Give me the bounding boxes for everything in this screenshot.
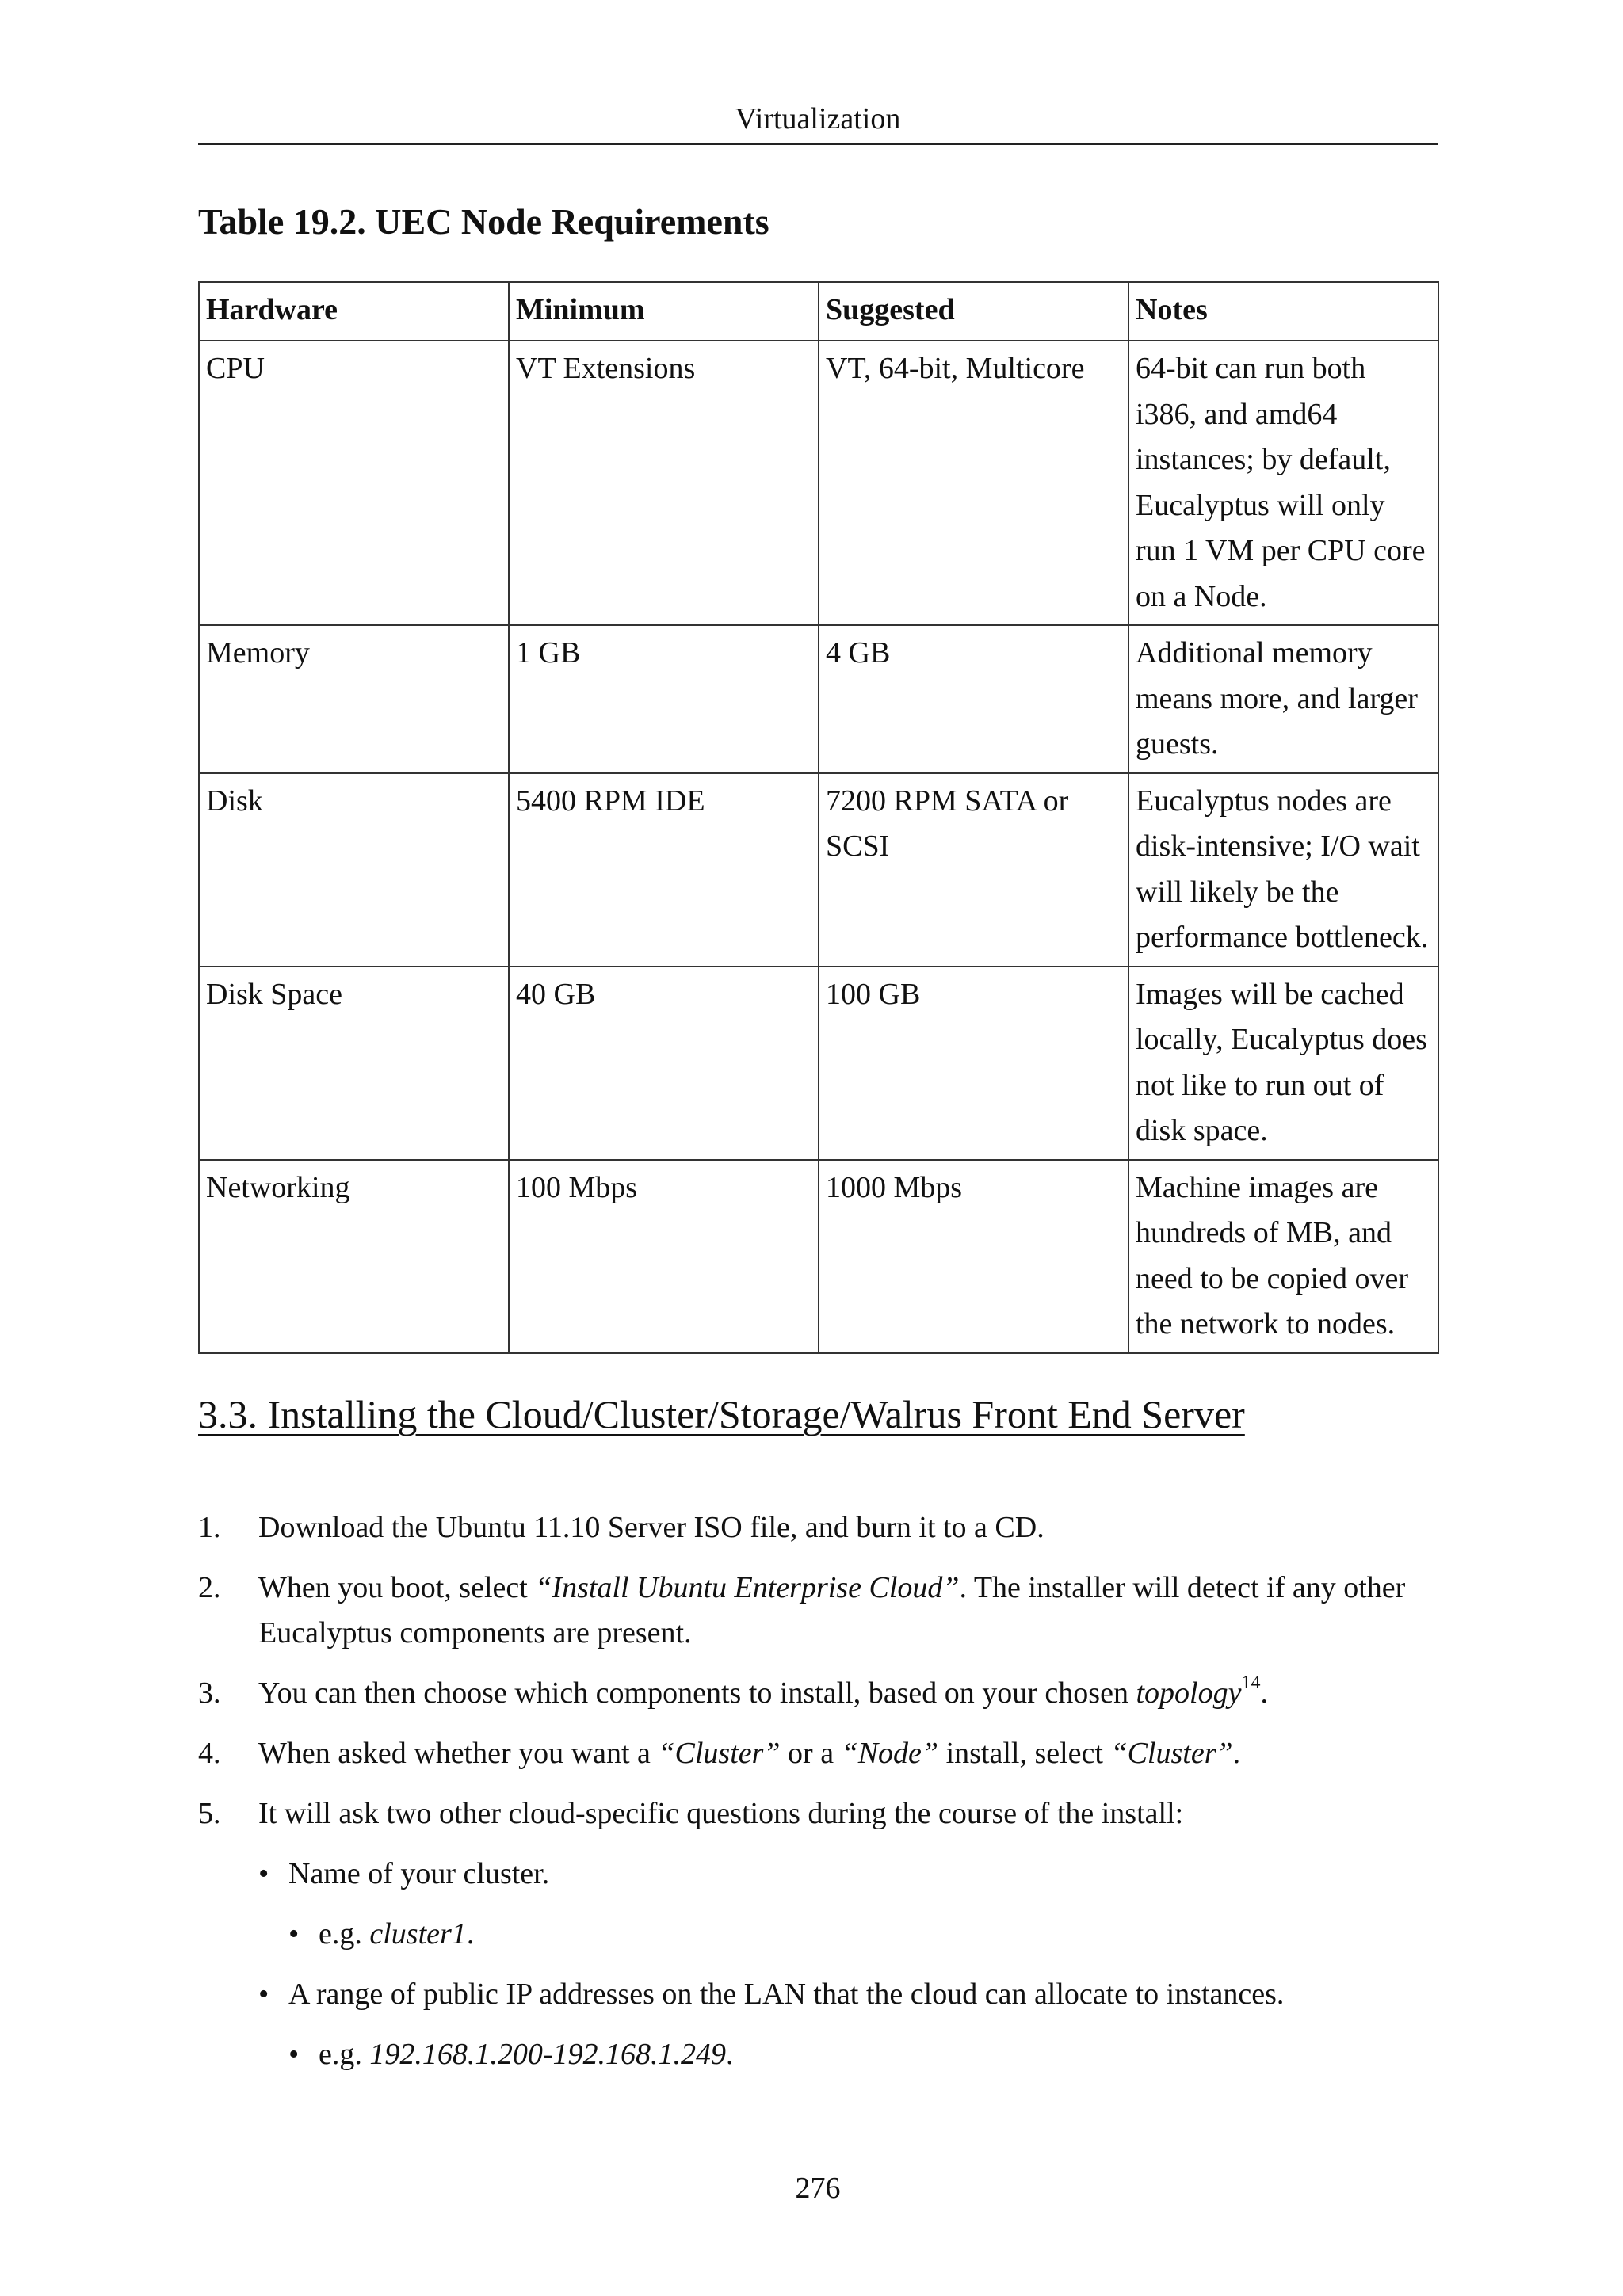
- bullet-item: [198, 1972, 1438, 2017]
- header-divider: [198, 143, 1438, 145]
- list-item: [198, 1505, 1438, 1550]
- list-item: [198, 1566, 1438, 1656]
- list-item: [198, 1731, 1438, 1776]
- bullet-item: [198, 1852, 1438, 1897]
- table-row: [199, 341, 1438, 625]
- step-text: [258, 1737, 1240, 1770]
- step-text-part: . The installer will detect if any other Eucalyptus components are present.: [258, 1571, 1406, 1650]
- example-prefix: e.g.: [319, 2038, 370, 2071]
- requirements-table: [198, 281, 1439, 1354]
- example-value: 192.168.1.200-192.168.1.249: [369, 2038, 727, 2071]
- column-header-notes: Notes: [1128, 282, 1438, 341]
- cell-minimum: 40 GB: [509, 967, 819, 1160]
- option-node: “Node”: [841, 1737, 939, 1770]
- cell-minimum: 100 Mbps: [509, 1160, 819, 1353]
- menu-option-name: “Install Ubuntu Enterprise Cloud”: [535, 1571, 960, 1604]
- document-page: [198, 0, 1438, 2296]
- step-text: [258, 1672, 1268, 1710]
- step-text-part: .: [1260, 1676, 1268, 1710]
- bullet-text: A range of public IP addresses on the LAN that the cloud can allocate to instances.: [288, 1978, 1285, 2011]
- table-row: [199, 625, 1438, 773]
- cell-hardware: Disk: [199, 773, 509, 967]
- example-value: cluster1: [369, 1917, 467, 1951]
- cell-suggested: 1000 Mbps: [819, 1160, 1128, 1353]
- cell-notes: Eucalyptus nodes are disk-intensive; I/O wait will likely be the performance bottleneck.: [1128, 773, 1438, 967]
- section-heading-link[interactable]: 3.3. Installing the Cloud/Cluster/Storage/Walrus Front End Server: [198, 1392, 1245, 1436]
- cell-suggested: 4 GB: [819, 625, 1128, 773]
- cell-notes: Additional memory means more, and larger guests.: [1128, 625, 1438, 773]
- step-text-part: .: [1232, 1737, 1241, 1770]
- cell-hardware: Networking: [199, 1160, 509, 1353]
- footnote-reference[interactable]: 14: [1241, 1672, 1261, 1694]
- bullet-marker: •: [288, 2038, 300, 2071]
- step-text-part: When asked whether you want a: [258, 1737, 659, 1770]
- example-suffix: .: [726, 2038, 734, 2071]
- example-suffix: .: [466, 1917, 475, 1951]
- step-text-part: You can then choose which components to install, based on your chosen: [258, 1676, 1136, 1710]
- table-header-row: [199, 282, 1438, 341]
- topology-term: topology: [1136, 1676, 1242, 1710]
- bullet-marker: •: [258, 1857, 269, 1890]
- step-text: Download the Ubuntu 11.10 Server ISO file, and burn it to a CD.: [258, 1511, 1044, 1544]
- step-text: It will ask two other cloud-specific questions during the course of the install:: [258, 1797, 1184, 1830]
- step-text-part: install, select: [938, 1737, 1111, 1770]
- step-number: 4.: [198, 1737, 221, 1770]
- cell-notes: 64-bit can run both i386, and amd64 instances; by default, Eucalyptus will only run 1 VM per CPU core on a Node.: [1128, 341, 1438, 625]
- table-caption: Table 19.2. UEC Node Requirements: [198, 201, 769, 242]
- cell-minimum: 1 GB: [509, 625, 819, 773]
- bullet-marker: •: [288, 1917, 300, 1951]
- running-header: Virtualization: [735, 102, 901, 135]
- cell-suggested: VT, 64-bit, Multicore: [819, 341, 1128, 625]
- column-header-hardware: Hardware: [199, 282, 509, 341]
- bullet-item: [198, 1912, 1438, 1957]
- bullet-text: Name of your cluster.: [288, 1857, 550, 1890]
- table-row: [199, 967, 1438, 1160]
- bullet-marker: •: [258, 1978, 269, 2011]
- step-number: 3.: [198, 1676, 221, 1710]
- step-text: [258, 1571, 1405, 1650]
- cell-hardware: Memory: [199, 625, 509, 773]
- cell-minimum: VT Extensions: [509, 341, 819, 625]
- cell-minimum: 5400 RPM IDE: [509, 773, 819, 967]
- column-header-suggested: Suggested: [819, 282, 1128, 341]
- bullet-item: [198, 2032, 1438, 2077]
- page-number: 276: [795, 2172, 841, 2205]
- cell-hardware: Disk Space: [199, 967, 509, 1160]
- list-item: [198, 1671, 1438, 1716]
- table-row: [199, 1160, 1438, 1353]
- option-cluster: “Cluster”: [658, 1737, 781, 1770]
- list-item: [198, 1791, 1438, 1836]
- example-prefix: e.g.: [319, 1917, 370, 1951]
- step-text-part: When you boot, select: [258, 1571, 536, 1604]
- step-number: 5.: [198, 1797, 221, 1830]
- option-cluster: “Cluster”: [1110, 1737, 1233, 1770]
- cell-notes: Machine images are hundreds of MB, and need to be copied over the network to nodes.: [1128, 1160, 1438, 1353]
- step-number: 2.: [198, 1571, 221, 1604]
- cell-suggested: 7200 RPM SATA or SCSI: [819, 773, 1128, 967]
- column-header-minimum: Minimum: [509, 282, 819, 341]
- step-text-part: or a: [780, 1737, 842, 1770]
- install-steps-list: [198, 1505, 1438, 2092]
- step-number: 1.: [198, 1511, 221, 1544]
- cell-suggested: 100 GB: [819, 967, 1128, 1160]
- cell-notes: Images will be cached locally, Eucalyptus does not like to run out of disk space.: [1128, 967, 1438, 1160]
- table-row: [199, 773, 1438, 967]
- cell-hardware: CPU: [199, 341, 509, 625]
